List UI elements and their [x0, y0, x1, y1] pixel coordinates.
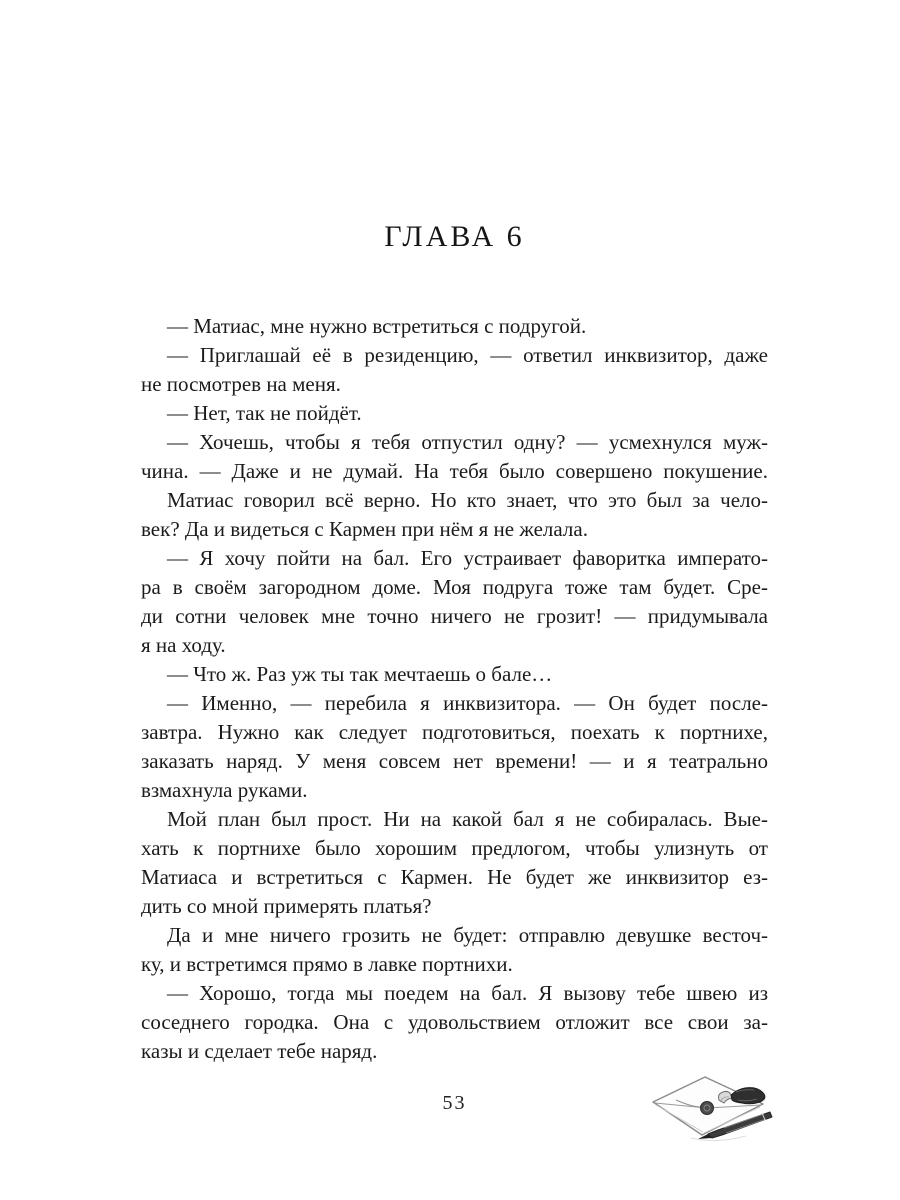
- text-line: — Именно, — перебила я инквизитора. — Он будет после-: [167, 691, 768, 715]
- text-line: — Хорошо, тогда мы поедем на бал. Я вызову тебе швею из: [167, 981, 768, 1005]
- text-line: я на ходу.: [141, 633, 226, 657]
- text-line: — Я хочу пойти на бал. Его устраивает фаворитка императо-: [167, 546, 768, 570]
- text-line: Мой план был прост. Ни на какой бал я не собиралась. Вые-: [167, 807, 768, 831]
- text-line: ди сотни человек мне точно ничего не грозит! — придумывала: [141, 604, 768, 628]
- text-line: заказать наряд. У меня совсем нет времени! — и я театрально: [141, 749, 768, 773]
- text-line: завтра. Нужно как следует подготовиться, поехать к портнихе,: [141, 720, 768, 744]
- text-line: хать к портнихе было хорошим предлогом, чтобы улизнуть от: [141, 836, 768, 860]
- text-line: век? Да и видеться с Кармен при нём я не желала.: [141, 517, 588, 541]
- text-line: взмахнула руками.: [141, 778, 308, 802]
- text-line: дить со мной примерять платья?: [141, 894, 432, 918]
- chapter-title: ГЛАВА 6: [384, 220, 525, 253]
- wax-seal-icon: [701, 1102, 714, 1115]
- text-line: Да и мне ничего грозить не будет: отправлю девушке весточ-: [167, 923, 768, 947]
- text-line: — Хочешь, чтобы я тебя отпустил одну? — усмехнулся муж-: [167, 430, 768, 454]
- text-line: Матиас говорил всё верно. Но кто знает, что это был за чело-: [167, 488, 768, 512]
- text-line: — Приглашай её в резиденцию, — ответил инквизитор, даже: [167, 343, 768, 367]
- text-line: — Нет, так не пойдёт.: [167, 401, 362, 425]
- text-line: ра в своём загородном доме. Моя подруга тоже там будет. Сре-: [141, 575, 768, 599]
- text-line: — Что ж. Раз уж ты так мечтаешь о бале…: [167, 662, 553, 686]
- text-line: чина. — Даже и не думай. На тебя было совершено покушение.: [141, 459, 768, 483]
- text-block: [141, 312, 768, 1066]
- text-line: Матиаса и встретиться с Кармен. Не будет же инквизитор ез-: [141, 865, 768, 889]
- text-line: казы и сделает тебе наряд.: [141, 1039, 378, 1063]
- text-line: — Матиас, мне нужно встретиться с подругой.: [167, 314, 587, 338]
- page-number: 53: [442, 1092, 467, 1114]
- text-line: ку, и встретимся прямо в лавке портнихи.: [141, 952, 513, 976]
- envelope-seal-pen-illustration: [646, 1072, 776, 1142]
- text-line: не посмотрев на меня.: [141, 372, 341, 396]
- text-line: соседнего городка. Она с удовольствием отложит все свои за-: [141, 1010, 768, 1034]
